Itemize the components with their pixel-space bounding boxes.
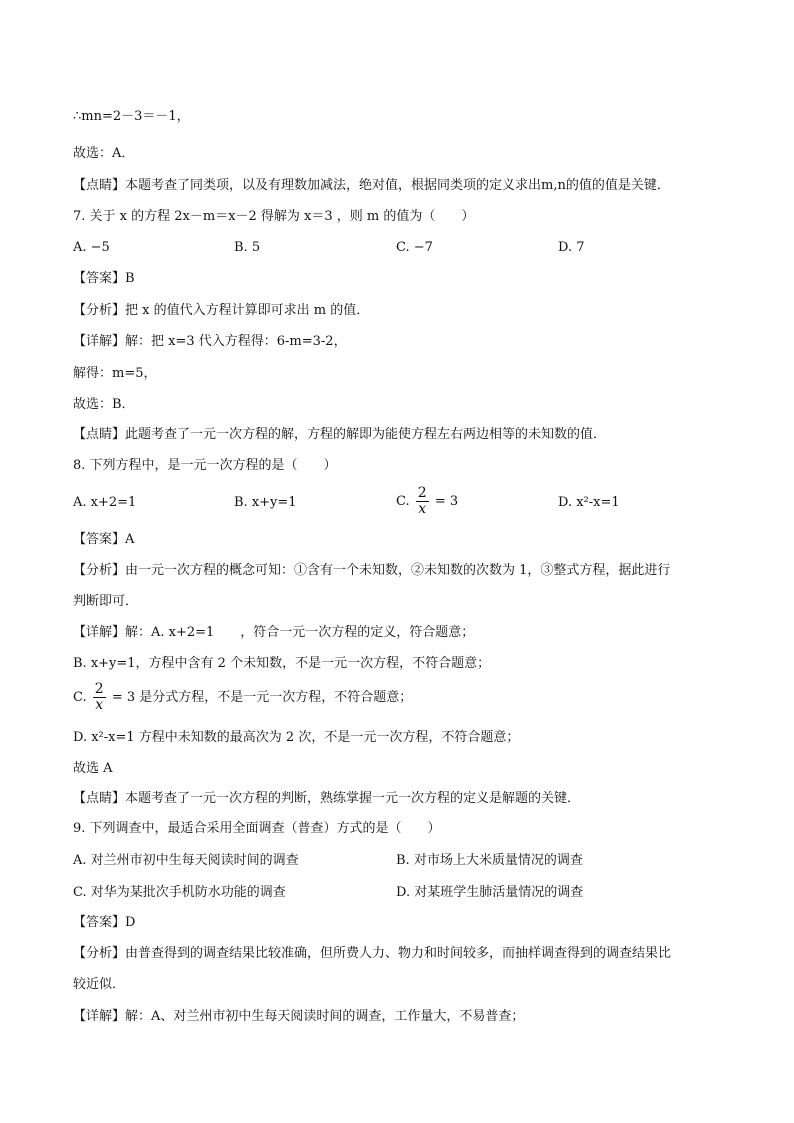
q9-analysis-1: 【分析】由普查得到的调查结果比较准确，但所费人力、物力和时间较多，而抽样调查得到的调查结果比 <box>73 946 672 961</box>
q9-option-d: D. 对某班学生肺活量情况的调查 <box>396 885 584 900</box>
q9-option-a: A. 对兰州市初中生每天阅读时间的调查 <box>73 853 299 868</box>
q8-detail-c-text: = 3 是分式方程，不是一元一次方程，不符合题意； <box>111 690 413 705</box>
q8-option-b: B. x+y=1 <box>234 495 297 510</box>
q7-option-d: D. 7 <box>558 240 585 255</box>
q7-option-b: B. 5 <box>234 240 261 255</box>
q8-choose: 故选 A <box>73 761 113 776</box>
q9-option-c: C. 对华为某批次手机防水功能的调查 <box>73 885 286 900</box>
mn-result-line: ∴mn=2－3＝－1， <box>73 109 190 124</box>
q8-detail-c <box>73 678 412 718</box>
question-8-stem: 8. 下列方程中，是一元一次方程的是（ ） <box>73 458 337 473</box>
q8-option-a: A. x+2=1 <box>73 495 137 510</box>
q8-detail-a: 【详解】解：A. x+2=1 ，符合一元一次方程的定义，符合题意； <box>73 625 475 640</box>
q7-choose: 故选：B． <box>73 397 135 412</box>
fraction-numerator: 2 <box>417 485 427 501</box>
q8-option-d: D. x²-x=1 <box>558 495 620 510</box>
fraction <box>416 486 429 517</box>
q8-option-c-label: C. <box>396 494 410 509</box>
q7-answer: 【答案】B <box>73 271 135 286</box>
q7-detail: 【详解】解：把 x=3 代入方程得：6-m=3-2， <box>73 334 347 349</box>
fraction-denominator: x <box>95 697 104 713</box>
q7-analysis: 【分析】把 x 的值代入方程计算即可求出 m 的值． <box>73 303 370 318</box>
q8-detail-b: B. x+y=1，方程中含有 2 个未知数，不是一元一次方程，不符合题意； <box>73 656 491 671</box>
q7-solve: 解得：m=5， <box>73 366 157 381</box>
q8-answer: 【答案】A <box>73 532 135 547</box>
question-7-stem: 7. 关于 x 的方程 2x－m＝x－2 得解为 x＝3 ，则 m 的值为（ ） <box>73 209 475 224</box>
fraction <box>93 682 106 713</box>
q8-analysis-2: 判断即可． <box>73 594 139 609</box>
q8-analysis-1: 【分析】由一元一次方程的概念可知：①含有一个未知数，②未知数的次数为 1，③整式方程，据此进行 <box>73 563 671 578</box>
fraction-denominator: x <box>418 501 427 517</box>
q9-analysis-2: 较近似． <box>73 977 126 992</box>
choose-answer-line: 故选：A． <box>73 146 135 161</box>
q8-option-c-rhs: = 3 <box>434 494 459 509</box>
q9-detail: 【详解】解：A、对兰州市初中生每天阅读时间的调查，工作量大，不易普查； <box>73 1009 525 1024</box>
q8-note: 【点睛】本题考查了一元一次方程的判断，熟练掌握一元一次方程的定义是解题的关键． <box>73 791 581 806</box>
q9-answer: 【答案】D <box>73 915 136 930</box>
q7-option-a: A. −5 <box>73 240 110 255</box>
fraction-numerator: 2 <box>94 681 104 697</box>
q8-detail-d: D. x²-x=1 方程中未知数的最高次为 2 次，不是一元一次方程，不符合题意； <box>73 730 520 745</box>
q7-option-c: C. −7 <box>396 240 433 255</box>
note-line: 【点睛】本题考查了同类项，以及有理数加减法，绝对值，根据同类项的定义求出m,n的值的值是关键． <box>73 178 670 193</box>
q8-option-c <box>396 482 458 522</box>
q9-option-b: B. 对市场上大米质量情况的调查 <box>396 853 583 868</box>
question-9-stem: 9. 下列调查中，最适合采用全面调查（普查）方式的是（ ） <box>73 821 441 836</box>
q7-note: 【点睛】此题考查了一元一次方程的解，方程的解即为能使方程左右两边相等的未知数的值． <box>73 427 607 442</box>
q8-detail-c-label: C. <box>73 690 87 705</box>
